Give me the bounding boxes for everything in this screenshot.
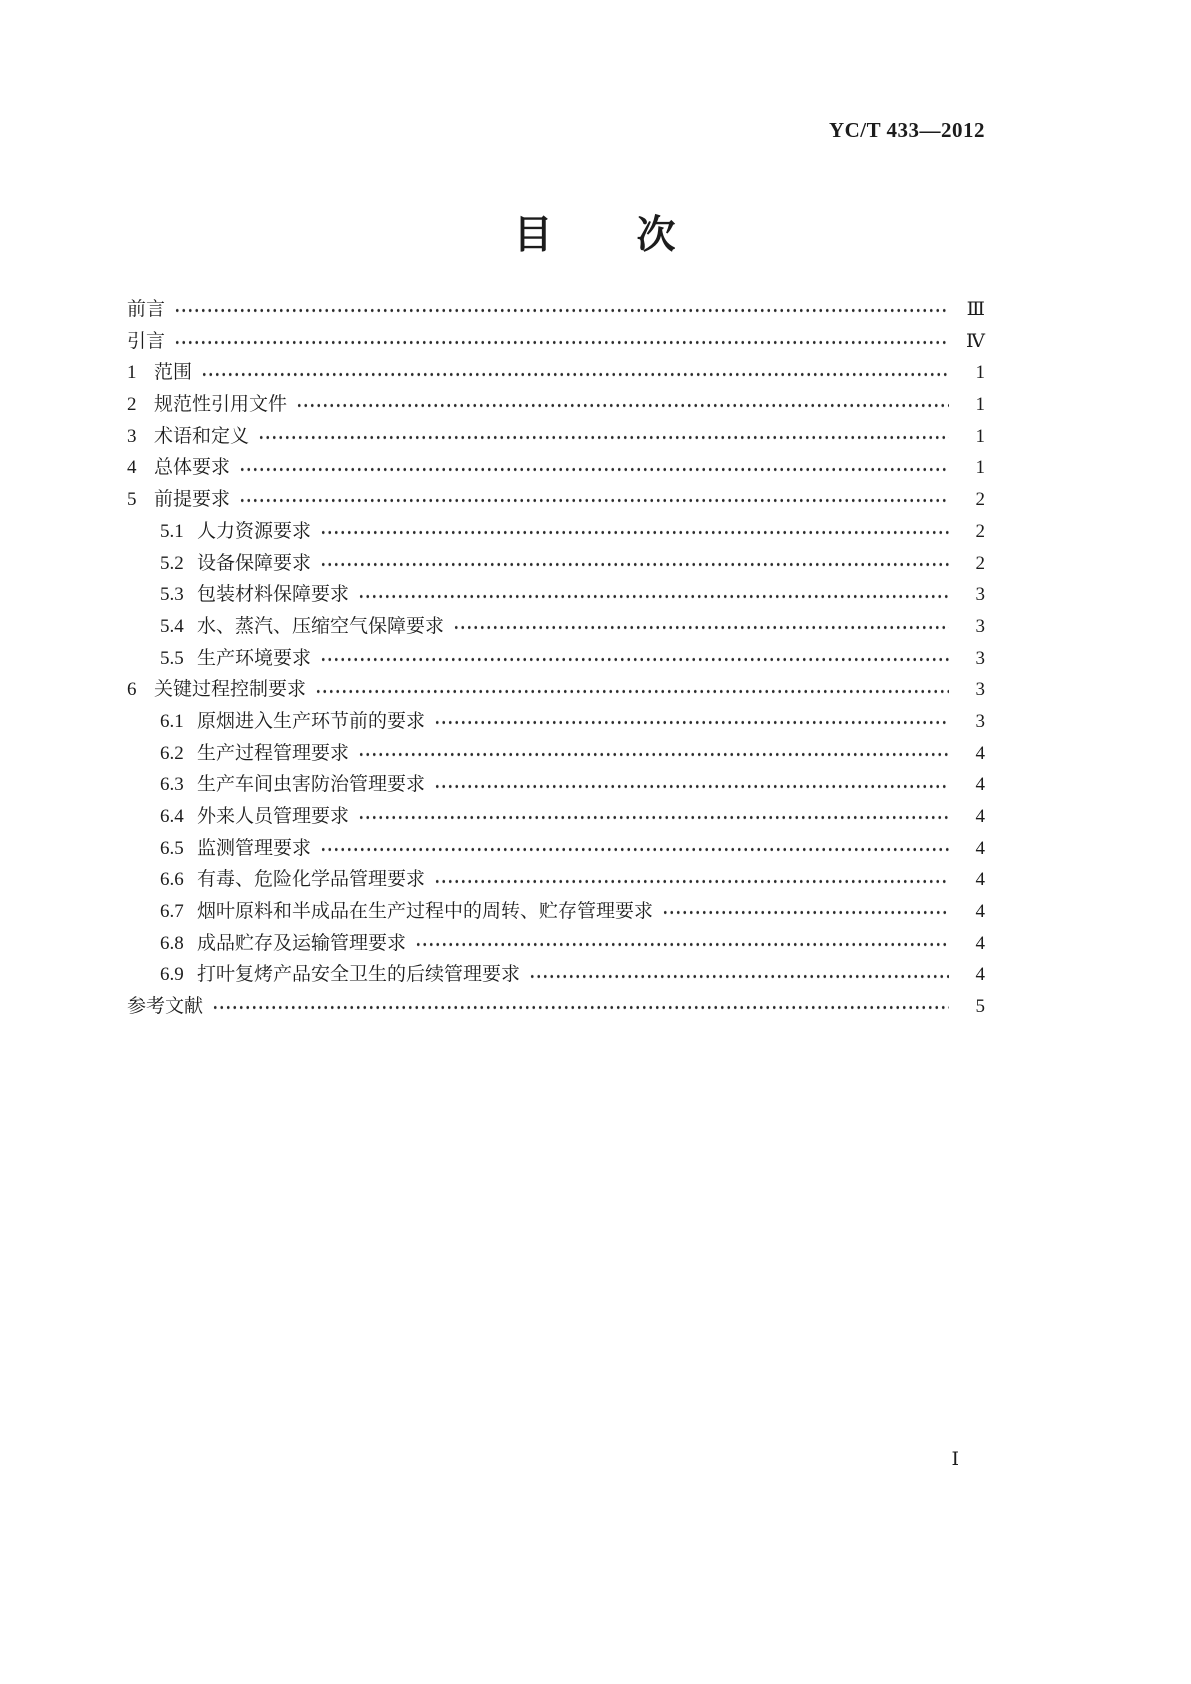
toc-entry-page: 3 (975, 647, 985, 669)
toc-entry-number: 5.5 (160, 647, 184, 669)
toc-leader-dots (662, 902, 949, 921)
toc-entry-page: 5 (975, 996, 985, 1018)
toc-leader-dots (415, 934, 949, 953)
toc-entry-title: 打叶复烤产品安全卫生的后续管理要求 (197, 964, 521, 986)
toc-leader-dots (434, 712, 949, 731)
toc-entry-title: 生产环境要求 (197, 647, 312, 669)
toc-leader-dots (434, 871, 949, 890)
toc-entry (127, 357, 985, 389)
toc-entry-number: 6.9 (160, 964, 184, 986)
toc-leader-dots (174, 332, 949, 351)
toc-entry-title: 规范性引用文件 (154, 394, 288, 416)
toc-entry-number: 5.3 (160, 584, 184, 606)
toc-entry-number: 6 (127, 679, 137, 701)
toc-entry-title: 有毒、危险化学品管理要求 (197, 869, 426, 891)
toc-leader-dots (320, 649, 949, 668)
toc-entry-page: 2 (975, 552, 985, 574)
footer-page-number: Ⅰ (951, 1449, 959, 1470)
toc-entry-title: 外来人员管理要求 (197, 806, 350, 827)
toc-entry-number: 3 (127, 425, 137, 447)
toc-entry-number: 6.5 (160, 837, 184, 859)
toc-entry (127, 421, 985, 453)
toc-entry-number: 6.7 (160, 901, 184, 923)
toc-entry-title: 人力资源要求 (197, 520, 312, 542)
toc-entry-page: 4 (975, 964, 985, 986)
toc-entry-page: 1 (975, 362, 985, 384)
toc-entry-page: 4 (975, 901, 985, 923)
toc-entry (127, 389, 985, 421)
toc-leader-dots (320, 554, 949, 573)
toc-leader-dots (320, 522, 949, 541)
toc-entry-title: 生产过程管理要求 (197, 742, 350, 764)
toc-entry (127, 706, 985, 738)
toc-leader-dots (296, 395, 949, 414)
toc-entry-page: 4 (975, 774, 985, 796)
toc-entry-page: 3 (975, 615, 985, 637)
toc-entry-number: 6.3 (160, 774, 184, 796)
toc-entry-title: 参考文献 (127, 996, 204, 1018)
toc-leader-dots (174, 300, 949, 319)
toc-entry (127, 833, 985, 865)
toc-entry-title: 关键过程控制要求 (154, 679, 307, 701)
toc-entry (127, 579, 985, 611)
toc-entry-page: 2 (975, 489, 985, 511)
toc-entry-page: 3 (975, 710, 985, 732)
toc-entry (127, 896, 985, 928)
toc-entry-number: 6.8 (160, 932, 184, 954)
toc-entry-number: 6.2 (160, 742, 184, 764)
toc-entry (127, 516, 985, 548)
toc-entry (127, 326, 985, 358)
toc-entry (127, 294, 985, 326)
toc-entry (127, 738, 985, 770)
table-of-contents (127, 294, 985, 1023)
toc-entry-title: 烟叶原料和半成品在生产过程中的周转、贮存管理要求 (197, 901, 654, 923)
toc-leader-dots (258, 427, 949, 446)
toc-entry-page: 1 (975, 457, 985, 479)
toc-entry-title: 范围 (154, 362, 193, 384)
toc-entry-page: 1 (975, 394, 985, 416)
toc-entry-page: Ⅳ (966, 330, 985, 352)
toc-leader-dots (201, 364, 949, 383)
toc-entry (127, 484, 985, 516)
toc-entry-number: 5.2 (160, 552, 184, 574)
toc-entry (127, 991, 985, 1023)
toc-leader-dots (315, 681, 949, 700)
toc-entry-title: 设备保障要求 (197, 552, 312, 574)
toc-entry (127, 864, 985, 896)
toc-entry-page: 4 (975, 837, 985, 859)
toc-entry-page: 4 (975, 932, 985, 954)
toc-entry-number: 5.4 (160, 615, 184, 637)
toc-entry (127, 643, 985, 675)
toc-entry-title: 前提要求 (154, 489, 231, 511)
toc-entry (127, 959, 985, 991)
toc-entry-page: 3 (975, 584, 985, 606)
document-code: YC/T 433—2012 (828, 118, 985, 142)
page-title: 目 次 (513, 214, 678, 257)
toc-leader-dots (239, 459, 949, 478)
toc-entry-title: 原烟进入生产环节前的要求 (197, 710, 426, 732)
toc-leader-dots (239, 490, 949, 509)
toc-leader-dots (212, 997, 949, 1016)
toc-entry (127, 769, 985, 801)
toc-leader-dots (529, 966, 949, 985)
toc-entry-title: 引言 (127, 330, 166, 352)
toc-entry-number: 6.4 (160, 806, 184, 827)
toc-entry-title: 成品贮存及运输管理要求 (197, 932, 407, 954)
toc-entry (127, 611, 985, 643)
toc-entry-page: Ⅲ (966, 299, 985, 320)
toc-entry-title: 监测管理要求 (197, 837, 312, 859)
toc-entry-number: 6.6 (160, 869, 184, 891)
toc-leader-dots (434, 776, 949, 795)
toc-entry-page: 4 (975, 869, 985, 891)
toc-entry-number: 4 (127, 457, 137, 479)
toc-entry (127, 928, 985, 960)
toc-entry-title: 水、蒸汽、压缩空气保障要求 (197, 615, 445, 637)
toc-entry-number: 6.1 (160, 710, 184, 732)
toc-entry-number: 2 (127, 394, 137, 416)
toc-entry-page: 3 (975, 679, 985, 701)
toc-entry-page: 4 (975, 742, 985, 764)
toc-entry-title: 总体要求 (154, 457, 231, 479)
toc-entry (127, 548, 985, 580)
toc-entry (127, 452, 985, 484)
toc-entry-page: 2 (975, 520, 985, 542)
toc-entry (127, 801, 985, 833)
toc-entry-title: 包装材料保障要求 (197, 584, 350, 606)
toc-entry-title: 生产车间虫害防治管理要求 (197, 774, 426, 796)
toc-entry-page: 4 (975, 806, 985, 827)
toc-leader-dots (320, 839, 949, 858)
toc-entry-number: 5 (127, 489, 137, 511)
toc-leader-dots (358, 586, 949, 605)
toc-entry-page: 1 (975, 425, 985, 447)
toc-leader-dots (453, 617, 949, 636)
toc-entry-title: 术语和定义 (154, 425, 250, 447)
toc-entry-number: 1 (127, 362, 137, 384)
toc-entry-title: 前言 (127, 299, 166, 320)
toc-entry (127, 674, 985, 706)
toc-leader-dots (358, 807, 949, 826)
toc-entry-number: 5.1 (160, 520, 184, 542)
toc-leader-dots (358, 744, 949, 763)
